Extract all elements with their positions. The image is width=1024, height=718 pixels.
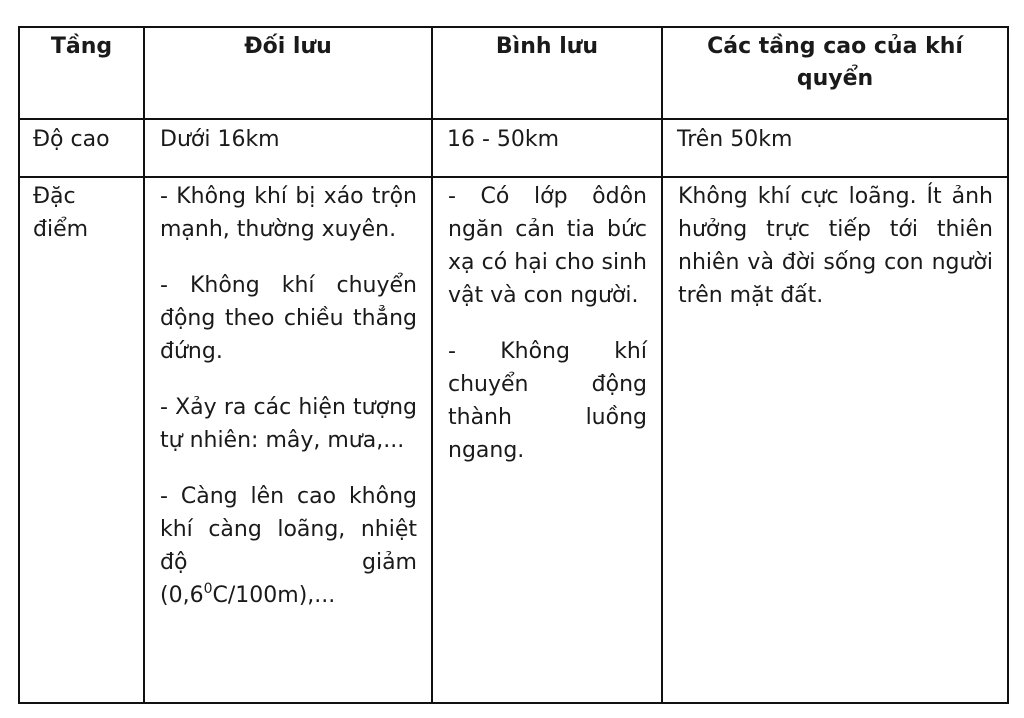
header-cell-stratosphere: [432, 27, 662, 119]
altitude-label-cell: [19, 119, 144, 177]
troposphere-feature-4-text: - Càng lên cao không khí càng loãng, nhiệt độ giảm (0,6: [160, 484, 417, 608]
features-row: [19, 177, 1008, 703]
degree-superscript: 0: [203, 580, 213, 597]
troposphere-features-cell: [144, 177, 432, 703]
upper-layers-features: [663, 178, 1007, 312]
stratosphere-features-cell: [432, 177, 662, 703]
altitude-label: Độ cao: [33, 127, 110, 152]
stratosphere-altitude-cell: [432, 119, 662, 177]
troposphere-feature-2: - Không khí chuyển động theo chiều thẳng đứng.: [160, 273, 417, 364]
upper-layers-feature: Không khí cực loãng. Ít ảnh hưởng trực tiếp tới thiên nhiên và đời sống con người trên mặt đất.: [678, 184, 993, 308]
header-cell-layer: [19, 27, 144, 119]
header-cell-troposphere: [144, 27, 432, 119]
header-troposphere-text: Đối lưu: [244, 34, 332, 59]
troposphere-altitude: Dưới 16km: [160, 127, 280, 152]
features-label-cell: [19, 177, 144, 703]
upper-layers-altitude: Trên 50km: [677, 127, 793, 152]
header-row: [19, 27, 1008, 119]
upper-layers-features-cell: [662, 177, 1008, 703]
troposphere-features: [145, 178, 431, 612]
stratosphere-feature-1: - Có lớp ôdôn ngăn cản tia bức xạ có hại cho sinh vật và con người.: [448, 184, 647, 308]
troposphere-altitude-cell: [144, 119, 432, 177]
features-label: Đặc điểm: [33, 184, 89, 242]
header-stratosphere-text: Bình lưu: [495, 34, 599, 59]
stratosphere-feature-2: - Không khí chuyển động thành luồng ngang.: [448, 339, 647, 463]
troposphere-feature-4-tail: C/100m),...: [212, 583, 336, 608]
atmosphere-layers-table: [18, 26, 1009, 704]
stratosphere-altitude: 16 - 50km: [447, 127, 560, 152]
troposphere-feature-1: - Không khí bị xáo trộn mạnh, thường xuyên.: [160, 184, 417, 242]
header-upper-layers-text: Các tầng cao của khí quyển: [707, 34, 963, 91]
upper-layers-altitude-cell: [662, 119, 1008, 177]
header-cell-upper-layers: [662, 27, 1008, 119]
header-layer-text: Tầng: [50, 34, 113, 59]
altitude-row: [19, 119, 1008, 177]
stratosphere-features: [433, 178, 661, 467]
troposphere-feature-3: - Xảy ra các hiện tượng tự nhiên: mây, mưa,...: [160, 395, 417, 453]
troposphere-feature-4: [160, 480, 417, 612]
